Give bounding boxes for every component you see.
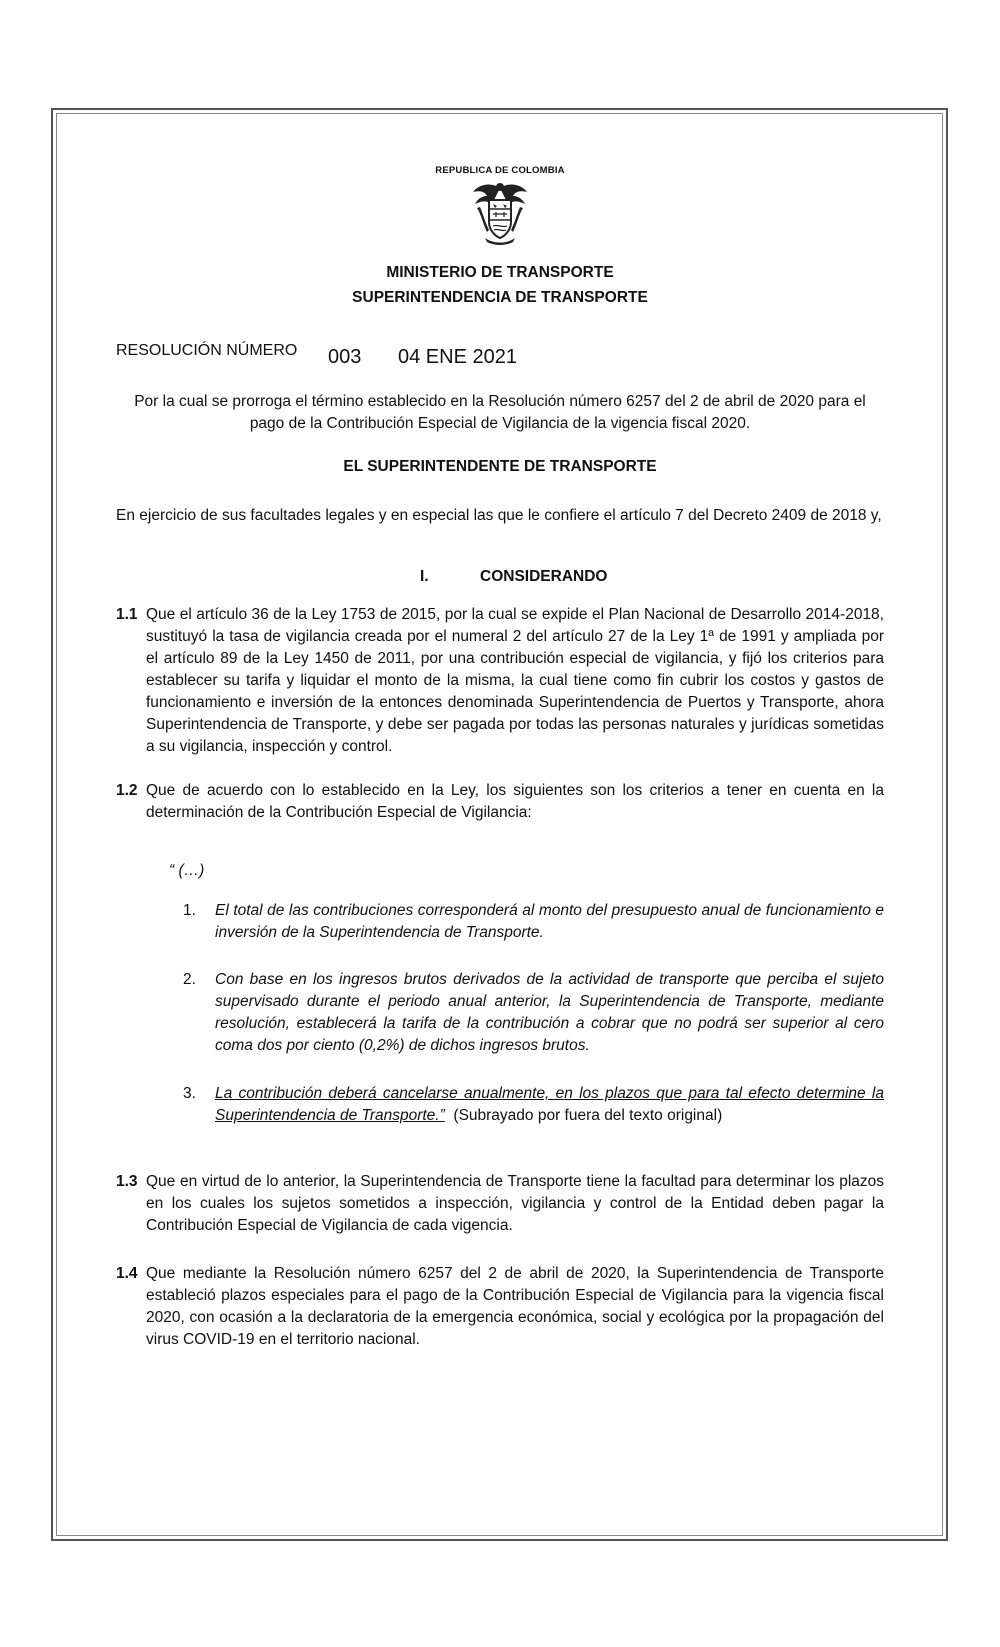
superintendence-heading: SUPERINTENDENCIA DE TRANSPORTE xyxy=(352,289,648,306)
item-number: 1.4 xyxy=(116,1265,138,1282)
item-number: 1.2 xyxy=(116,782,138,799)
signatory-title: EL SUPERINTENDENTE DE TRANSPORTE xyxy=(343,458,657,475)
criterion-number: 3. xyxy=(183,1085,196,1102)
considerando-item xyxy=(116,780,884,824)
criterion-number: 2. xyxy=(183,971,196,988)
criterion-text: El total de las contribuciones corresponderá al monto del presupuesto anual de funcionamiento e inversión de la Superintendencia de Transporte. xyxy=(215,902,884,941)
exercise-paragraph: En ejercicio de sus facultades legales y en especial las que le confiere el artículo 7 del Decreto 2409 de 2018 y, xyxy=(116,507,882,524)
resolution-date: 04 ENE 2021 xyxy=(398,346,517,368)
criterion-text-underlined: La contribución deberá cancelarse anualmente, en los plazos que para tal efecto determine la Superintendencia de Transporte.” xyxy=(215,1085,884,1124)
resolution-subject: Por la cual se prorroga el término establecido en la Resolución número 6257 del 2 de abril de 2020 para el pago de la Contribución Especial de Vigilancia de la vigencia fiscal 2020. xyxy=(134,393,866,432)
criterion-text: Con base en los ingresos brutos derivados de la actividad de transporte que perciba el sujeto supervisado durante el periodo anual anterior, la Superintendencia de Transporte, mediante resolución, establecerá la tarifa de la contribución a cobrar que no podrá ser superior al cero coma dos por ciento (0,2%) de dichos ingresos brutos. xyxy=(215,971,884,1054)
considerando-item xyxy=(116,604,884,758)
item-text: Que mediante la Resolución número 6257 del 2 de abril de 2020, la Superintendencia de Transporte estableció plazos especiales para el pago de la Contribución Especial de Vigilancia para la vigencia fiscal 2020, con ocasión a la declaratoria de la emergencia económica, social y ecológica por la propagación del virus COVID-19 en el territorio nacional. xyxy=(146,1265,884,1348)
quoted-criterion xyxy=(183,1083,884,1127)
item-number: 1.1 xyxy=(116,606,138,623)
underline-note: (Subrayado por fuera del texto original) xyxy=(453,1107,723,1124)
resolution-label: RESOLUCIÓN NÚMERO xyxy=(116,342,298,359)
considerando-item xyxy=(116,1263,884,1351)
coat-of-arms-icon xyxy=(471,178,529,246)
item-text: Que el artículo 36 de la Ley 1753 de 2015, por la cual se expide el Plan Nacional de Desarrollo 2014-2018, sustituyó la tasa de vigilancia creada por el numeral 2 del artículo 27 de la Ley 1ª de 1991 y ampliada por el artículo 89 de la Ley 1450 de 2011, por una contribución especial de vigilancia, y fijó los criterios para establecer su tarifa y liquidar el monto de la misma, la cual tiene como fin cubrir los costos y gastos de funcionamiento e inversión de la entonces denominada Superintendencia de Puertos y Transporte, ahora Superintendencia de Transporte, y debe ser pagada por todas las personas naturales y jurídicas sometidas a su vigilancia, inspección y control. xyxy=(146,606,884,755)
ministry-heading: MINISTERIO DE TRANSPORTE xyxy=(386,264,614,281)
section-number: I. xyxy=(420,568,429,585)
quoted-criterion xyxy=(183,900,884,944)
resolution-number: 003 xyxy=(328,346,362,368)
item-text: Que en virtud de lo anterior, la Superintendencia de Transporte tiene la facultad para determinar los plazos en los cuales los sujetos sometidos a inspección, vigilancia y control de la Entidad deben pagar la Contribución Especial de Vigilancia de cada vigencia. xyxy=(146,1173,884,1234)
item-text: Que de acuerdo con lo establecido en la Ley, los siguientes son los criterios a tener en cuenta en la determinación de la Contribución Especial de Vigilancia: xyxy=(146,782,884,821)
considerando-item xyxy=(116,1171,884,1237)
criterion-number: 1. xyxy=(183,902,196,919)
country-heading: REPUBLICA DE COLOMBIA xyxy=(435,165,565,176)
item-number: 1.3 xyxy=(116,1173,138,1190)
section-title: CONSIDERANDO xyxy=(480,568,608,585)
quoted-criterion xyxy=(183,969,884,1057)
quote-opening: “ (…) xyxy=(169,862,205,879)
